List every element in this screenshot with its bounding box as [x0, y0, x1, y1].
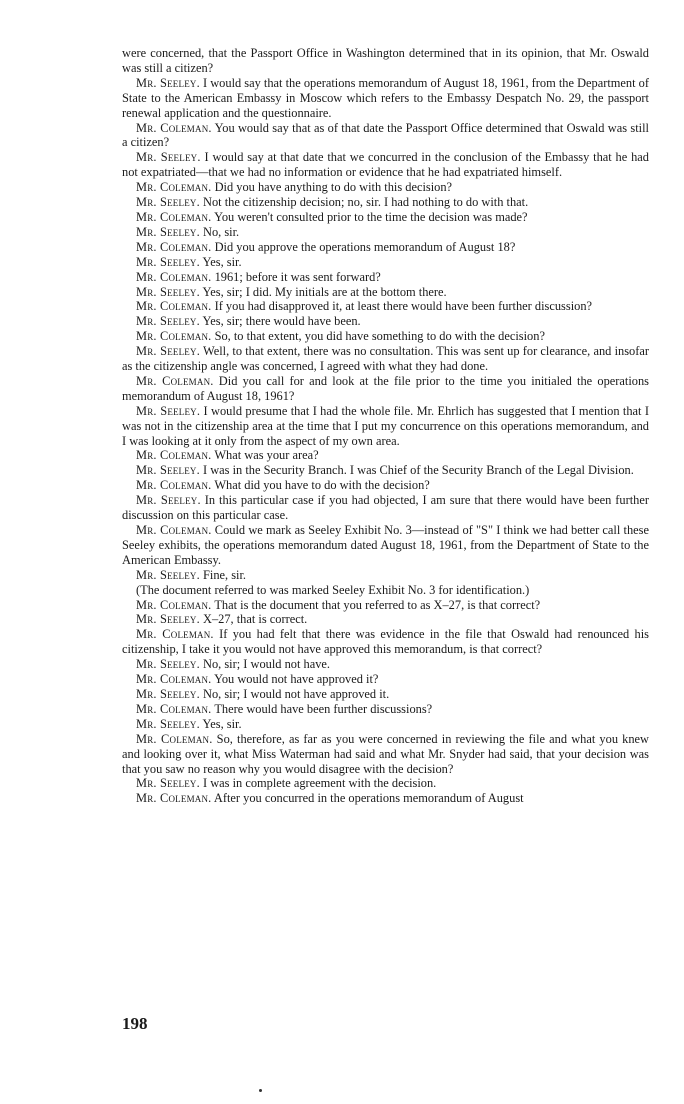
- speaker-name: Mr. Seeley.: [136, 463, 200, 478]
- transcript-paragraph: [122, 583, 649, 598]
- speaker-name: Mr. Coleman.: [136, 299, 212, 314]
- transcript-paragraph: [122, 285, 649, 300]
- paragraph-text: That is the document that you referred to as X–27, is that correct?: [211, 597, 541, 612]
- paragraph-text: Yes, sir; I did. My initials are at the bottom there.: [199, 284, 447, 299]
- paragraph-text: No, sir; I would not have approved it.: [199, 686, 390, 701]
- speaker-name: Mr. Coleman.: [136, 627, 214, 642]
- page-number: 198: [122, 1014, 148, 1033]
- speaker-name: Mr. Seeley.: [136, 716, 200, 731]
- paragraph-text: What was your area?: [211, 448, 319, 463]
- speaker-name: Mr. Coleman.: [136, 597, 212, 612]
- paragraph-text: If you had felt that there was evidence in the file that Oswald had renounced his citizenship, I take it you would not have approved this memorandum, is that correct?: [122, 627, 649, 657]
- transcript-paragraph: [122, 657, 649, 672]
- transcript-paragraph: [122, 314, 649, 329]
- speaker-name: Mr. Seeley.: [136, 493, 201, 508]
- paragraph-text: Not the citizenship decision; no, sir. I had nothing to do with that.: [199, 195, 529, 210]
- transcript-paragraph: [122, 493, 649, 523]
- speaker-name: Mr. Seeley.: [136, 612, 200, 627]
- print-speck: [259, 1089, 262, 1092]
- transcript-paragraph: [122, 329, 649, 344]
- paragraph-text: You would not have approved it?: [211, 672, 379, 687]
- transcript-paragraph: [122, 732, 649, 777]
- paragraph-text: Did you call for and look at the file prior to the time you initialed the operations memorandum of August 18, 1961?: [122, 373, 649, 403]
- paragraph-text: There would have been further discussions?: [211, 701, 433, 716]
- transcript-paragraph: [122, 195, 649, 210]
- transcript-paragraph: [122, 598, 649, 613]
- speaker-name: Mr. Seeley.: [136, 150, 201, 165]
- paragraph-text: What did you have to do with the decision?: [211, 478, 430, 493]
- paragraph-text: In this particular case if you had objected, I am sure that there would have been further discussion on this particular case.: [122, 493, 649, 523]
- testimony-text: [122, 46, 649, 806]
- transcript-paragraph: [122, 776, 649, 791]
- paragraph-text: Could we mark as Seeley Exhibit No. 3—instead of "S" I think we had better call these Seeley exhibits, the operations memorandum dated August 18, 1961, from the Department of State to the American Embassy.: [122, 523, 649, 567]
- paragraph-text: 1961; before it was sent forward?: [211, 269, 381, 284]
- speaker-name: Mr. Seeley.: [136, 776, 200, 791]
- speaker-name: Mr. Coleman.: [136, 672, 212, 687]
- paragraph-text: I would presume that I had the whole file. Mr. Ehrlich has suggested that I mention that I was not in the citizenship area at the time that I put my concurrence on this operations memorandum, and I was looking at it only from the aspect of my own area.: [122, 403, 649, 448]
- speaker-name: Mr. Coleman.: [136, 120, 212, 135]
- speaker-name: Mr. Seeley.: [136, 657, 200, 672]
- paragraph-text: You would say that as of that date the Passport Office determined that Oswald was still a citizen?: [122, 120, 649, 150]
- transcript-paragraph: [122, 374, 649, 404]
- speaker-name: Mr. Seeley.: [136, 254, 200, 269]
- paragraph-text: After you concurred in the operations memorandum of August: [211, 791, 524, 806]
- speaker-name: Mr. Coleman.: [136, 701, 212, 716]
- transcript-paragraph: [122, 210, 649, 225]
- transcript-paragraph: [122, 448, 649, 463]
- transcript-paragraph: [122, 240, 649, 255]
- transcript-paragraph: [122, 46, 649, 76]
- speaker-name: Mr. Seeley.: [136, 195, 200, 210]
- transcript-paragraph: [122, 299, 649, 314]
- paragraph-text: If you had disapproved it, at least there would have been further discussion?: [211, 299, 593, 314]
- transcript-paragraph: [122, 702, 649, 717]
- transcript-paragraph: [122, 150, 649, 180]
- paragraph-text: (The document referred to was marked Seeley Exhibit No. 3 for identification.): [136, 582, 530, 597]
- speaker-name: Mr. Coleman.: [136, 791, 212, 806]
- transcript-paragraph: [122, 121, 649, 151]
- speaker-name: Mr. Coleman.: [136, 448, 212, 463]
- paragraph-text: I would say at that date that we concurred in the conclusion of the Embassy that he had not expatriated—that we had no information or evidence that he had expatriated himself.: [122, 150, 649, 180]
- transcript-paragraph: [122, 612, 649, 627]
- transcript-paragraph: [122, 404, 649, 449]
- transcript-paragraph: [122, 255, 649, 270]
- speaker-name: Mr. Seeley.: [136, 75, 200, 90]
- paragraph-text: Fine, sir.: [199, 567, 247, 582]
- paragraph-text: No, sir; I would not have.: [199, 657, 330, 672]
- transcript-paragraph: [122, 523, 649, 568]
- paragraph-text: Yes, sir; there would have been.: [199, 314, 361, 329]
- speaker-name: Mr. Coleman.: [136, 478, 212, 493]
- transcript-paragraph: [122, 463, 649, 478]
- speaker-name: Mr. Coleman.: [136, 329, 212, 344]
- speaker-name: Mr. Seeley.: [136, 567, 200, 582]
- speaker-name: Mr. Seeley.: [136, 403, 201, 418]
- paragraph-text: I was in the Security Branch. I was Chief of the Security Branch of the Legal Division.: [199, 463, 634, 478]
- transcript-paragraph: [122, 478, 649, 493]
- paragraph-text: No, sir.: [199, 224, 240, 239]
- speaker-name: Mr. Seeley.: [136, 344, 201, 359]
- speaker-name: Mr. Coleman.: [136, 239, 212, 254]
- paragraph-text: Yes, sir.: [199, 254, 242, 269]
- transcript-paragraph: [122, 270, 649, 285]
- speaker-name: Mr. Seeley.: [136, 314, 200, 329]
- speaker-name: Mr. Seeley.: [136, 284, 200, 299]
- transcript-paragraph: [122, 627, 649, 657]
- speaker-name: Mr. Coleman.: [136, 209, 212, 224]
- transcript-paragraph: [122, 791, 649, 806]
- transcript-paragraph: [122, 687, 649, 702]
- speaker-name: Mr. Seeley.: [136, 686, 200, 701]
- paragraph-text: were concerned, that the Passport Office in Washington determined that in its opinion, that Mr. Oswald was still a citizen?: [122, 46, 649, 75]
- speaker-name: Mr. Coleman.: [136, 373, 214, 388]
- transcript-paragraph: [122, 76, 649, 121]
- speaker-name: Mr. Seeley.: [136, 224, 200, 239]
- paragraph-text: Well, to that extent, there was no consultation. This was sent up for clearance, and insofar as the citizenship angle was concerned, I agreed with what they had done.: [122, 344, 649, 374]
- speaker-name: Mr. Coleman.: [136, 269, 212, 284]
- speaker-name: Mr. Coleman.: [136, 523, 212, 537]
- paragraph-text: So, therefore, as far as you were concerned in reviewing the file and what you knew and looking over it, what Miss Waterman had said and what Mr. Snyder had said, that your decision was that you saw no reason why you would disagree with the decision?: [122, 731, 649, 776]
- speaker-name: Mr. Coleman.: [136, 731, 213, 746]
- transcript-paragraph: [122, 717, 649, 732]
- paragraph-text: Did you have anything to do with this decision?: [211, 180, 453, 195]
- paragraph-text: Yes, sir.: [199, 716, 242, 731]
- transcript-paragraph: [122, 672, 649, 687]
- speaker-name: Mr. Coleman.: [136, 180, 212, 195]
- paragraph-text: I would say that the operations memorandum of August 18, 1961, from the Department of State to the American Embassy in Moscow which refers to the Embassy Despatch No. 29, the passport renewal application and the questionnaire.: [122, 75, 649, 120]
- transcript-paragraph: [122, 344, 649, 374]
- transcript-paragraph: [122, 180, 649, 195]
- transcript-paragraph: [122, 225, 649, 240]
- paragraph-text: So, to that extent, you did have something to do with the decision?: [211, 329, 545, 344]
- paragraph-text: X–27, that is correct.: [199, 612, 308, 627]
- transcript-paragraph: [122, 568, 649, 583]
- paragraph-text: Did you approve the operations memorandum of August 18?: [211, 239, 516, 254]
- paragraph-text: I was in complete agreement with the decision.: [199, 776, 437, 791]
- paragraph-text: You weren't consulted prior to the time the decision was made?: [211, 209, 528, 224]
